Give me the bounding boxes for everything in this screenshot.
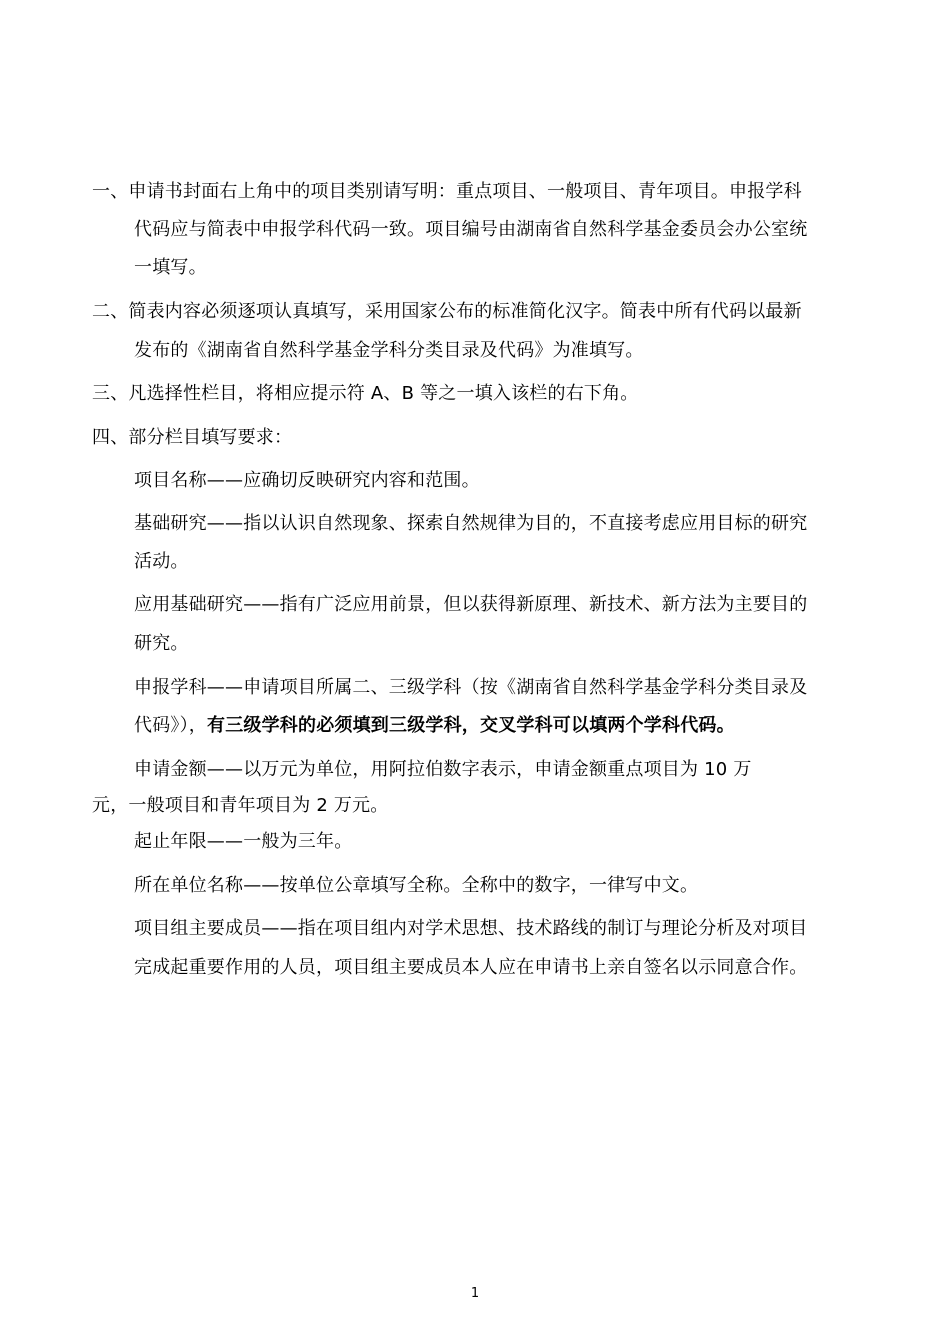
section-1-line-3: 一填写。 <box>134 257 207 278</box>
item-members-line-1: 项目组主要成员——指在项目组内对学术思想、技术路线的制订与理论分析及对项目 <box>134 918 808 939</box>
item-period: 起止年限——一般为三年。 <box>134 831 353 852</box>
item-basic-research-line-2: 活动。 <box>134 551 189 572</box>
section-2-line-1: 二、简表内容必须逐项认真填写，采用国家公布的标准简化汉字。简表中所有代码以最新 <box>92 301 802 322</box>
item-project-name: 项目名称——应确切反映研究内容和范围。 <box>134 470 480 491</box>
item-discipline-line-1: 申报学科——申请项目所属二、三级学科（按《湖南省自然科学基金学科分类目录及 <box>134 677 808 698</box>
item-applied-research-line-1: 应用基础研究——指有广泛应用前景，但以获得新原理、新技术、新方法为主要目的 <box>134 594 808 615</box>
item-discipline-line-2-normal: 代码》）， <box>134 715 207 736</box>
item-discipline-line-2 <box>134 714 735 738</box>
item-applied-research-line-2: 研究。 <box>134 633 189 654</box>
section-1-line-2: 代码应与简表中申报学科代码一致。项目编号由湖南省自然科学基金委员会办公室统 <box>134 219 808 240</box>
page-number: 1 <box>470 1286 480 1301</box>
item-amount-line-2: 元，一般项目和青年项目为 2 万元。 <box>92 795 389 816</box>
item-unit-name: 所在单位名称——按单位公章填写全称。全称中的数字，一律写中文。 <box>134 875 699 896</box>
item-discipline-line-2-bold: 有三级学科的必须填到三级学科，交叉学科可以填两个学科代码。 <box>207 715 735 736</box>
section-4-line-1: 四、部分栏目填写要求： <box>92 427 293 448</box>
section-2-line-2: 发布的《湖南省自然科学基金学科分类目录及代码》为准填写。 <box>134 340 644 361</box>
section-3-line-1: 三、凡选择性栏目，将相应提示符 A、B 等之一填入该栏的右下角。 <box>92 383 639 404</box>
section-1-line-1: 一、申请书封面右上角中的项目类别请写明：重点项目、一般项目、青年项目。申报学科 <box>92 181 802 202</box>
item-members-line-2: 完成起重要作用的人员，项目组主要成员本人应在申请书上亲自签名以示同意合作。 <box>134 957 808 978</box>
item-amount-line-1: 申请金额——以万元为单位，用阿拉伯数字表示，申请金额重点项目为 10 万 <box>134 759 752 780</box>
item-basic-research-line-1: 基础研究——指以认识自然现象、探索自然规律为目的，不直接考虑应用目标的研究 <box>134 513 808 534</box>
